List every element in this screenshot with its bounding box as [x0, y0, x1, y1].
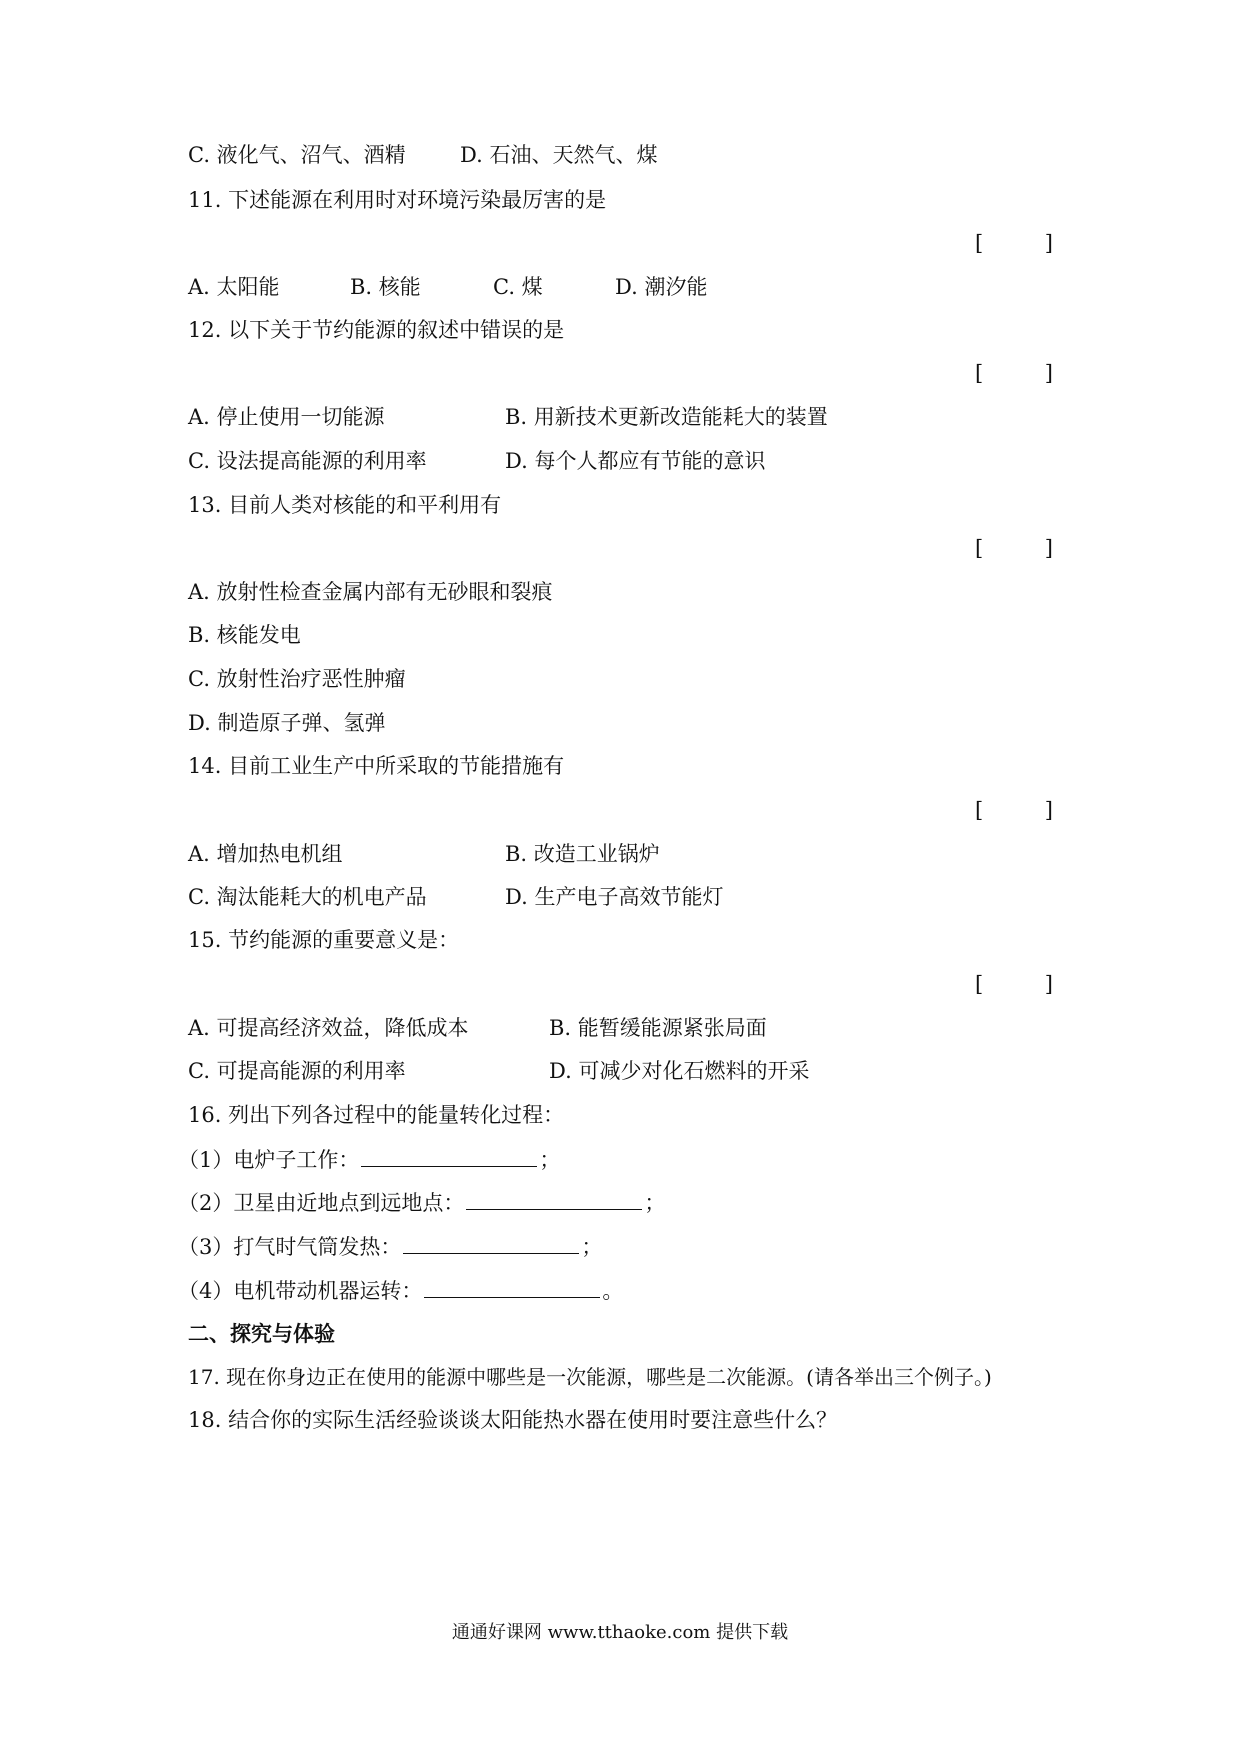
q15-option-d: D. 可减少对化石燃料的开采: [549, 1059, 810, 1083]
q10-option-c: C. 液化气、沼气、酒精: [188, 143, 406, 167]
q12-option-c: C. 设法提高能源的利用率: [188, 449, 427, 473]
bracket-right: ]: [1044, 536, 1053, 560]
bracket-left: [: [975, 536, 984, 560]
answer-blank[interactable]: [424, 1275, 600, 1298]
q15-stem: 15. 节约能源的重要意义是：: [188, 928, 460, 952]
q16-item-4-label: （4）电机带动机器运转：: [178, 1279, 423, 1303]
q16-item-2: [178, 1187, 665, 1218]
bracket-left: [: [975, 798, 984, 822]
q14-option-d: D. 生产电子高效节能灯: [505, 885, 724, 909]
q11-option-d: D. 潮汐能: [615, 275, 708, 299]
semicolon: ；: [581, 1235, 603, 1259]
q12-stem: 12. 以下关于节约能源的叙述中错误的是: [188, 318, 565, 342]
q18-stem: 18. 结合你的实际生活经验谈谈太阳能热水器在使用时要注意些什么？: [188, 1408, 838, 1432]
q10-option-d: D. 石油、天然气、煤: [460, 143, 658, 167]
period: 。: [602, 1279, 624, 1303]
q11-option-a: A. 太阳能: [188, 275, 280, 299]
q14-option-a: A. 增加热电机组: [188, 842, 343, 866]
q14-option-c: C. 淘汰能耗大的机电产品: [188, 885, 427, 909]
q12-option-a: A. 停止使用一切能源: [188, 405, 385, 429]
semicolon: ；: [539, 1148, 561, 1172]
q16-item-1-label: （1）电炉子工作：: [178, 1148, 360, 1172]
q11-option-c: C. 煤: [493, 275, 543, 299]
semicolon: ；: [644, 1191, 666, 1215]
q16-item-4: [178, 1275, 623, 1306]
q16-item-2-label: （2）卫星由近地点到远地点：: [178, 1191, 465, 1215]
q15-option-a: A. 可提高经济效益，降低成本: [188, 1016, 469, 1040]
answer-blank[interactable]: [361, 1144, 537, 1167]
q11-option-b: B. 核能: [350, 275, 421, 299]
q13-option-d: D. 制造原子弹、氢弹: [188, 711, 386, 735]
q11-stem: 11. 下述能源在利用时对环境污染最厉害的是: [188, 188, 607, 212]
bracket-right: ]: [1044, 361, 1053, 385]
q13-option-b: B. 核能发电: [188, 623, 301, 647]
q12-option-d: D. 每个人都应有节能的意识: [505, 449, 766, 473]
q14-option-b: B. 改造工业锅炉: [505, 842, 660, 866]
section-heading: 二、探究与体验: [188, 1322, 335, 1346]
q13-stem: 13. 目前人类对核能的和平利用有: [188, 493, 502, 517]
bracket-left: [: [975, 972, 984, 996]
bracket-right: ]: [1044, 798, 1053, 822]
bracket-right: ]: [1044, 231, 1053, 255]
bracket-left: [: [975, 361, 984, 385]
q16-item-3: [178, 1231, 602, 1262]
q16-item-1: [178, 1144, 560, 1175]
q16-stem: 16. 列出下列各过程中的能量转化过程：: [188, 1103, 565, 1127]
answer-blank[interactable]: [466, 1187, 642, 1210]
bracket-left: [: [975, 231, 984, 255]
bracket-right: ]: [1044, 972, 1053, 996]
q15-option-b: B. 能暂缓能源紧张局面: [549, 1016, 767, 1040]
answer-blank[interactable]: [403, 1231, 579, 1254]
q16-item-3-label: （3）打气时气筒发热：: [178, 1235, 402, 1259]
page-footer: 通通好课网 www.tthaoke.com 提供下载: [451, 1622, 789, 1643]
q13-option-a: A. 放射性检查金属内部有无砂眼和裂痕: [188, 580, 553, 604]
q17-stem: 17. 现在你身边正在使用的能源中哪些是一次能源，哪些是二次能源。(请各举出三个例子。): [188, 1365, 992, 1389]
q14-stem: 14. 目前工业生产中所采取的节能措施有: [188, 754, 565, 778]
q15-option-c: C. 可提高能源的利用率: [188, 1059, 406, 1083]
q13-option-c: C. 放射性治疗恶性肿瘤: [188, 667, 406, 691]
q12-option-b: B. 用新技术更新改造能耗大的装置: [505, 405, 828, 429]
